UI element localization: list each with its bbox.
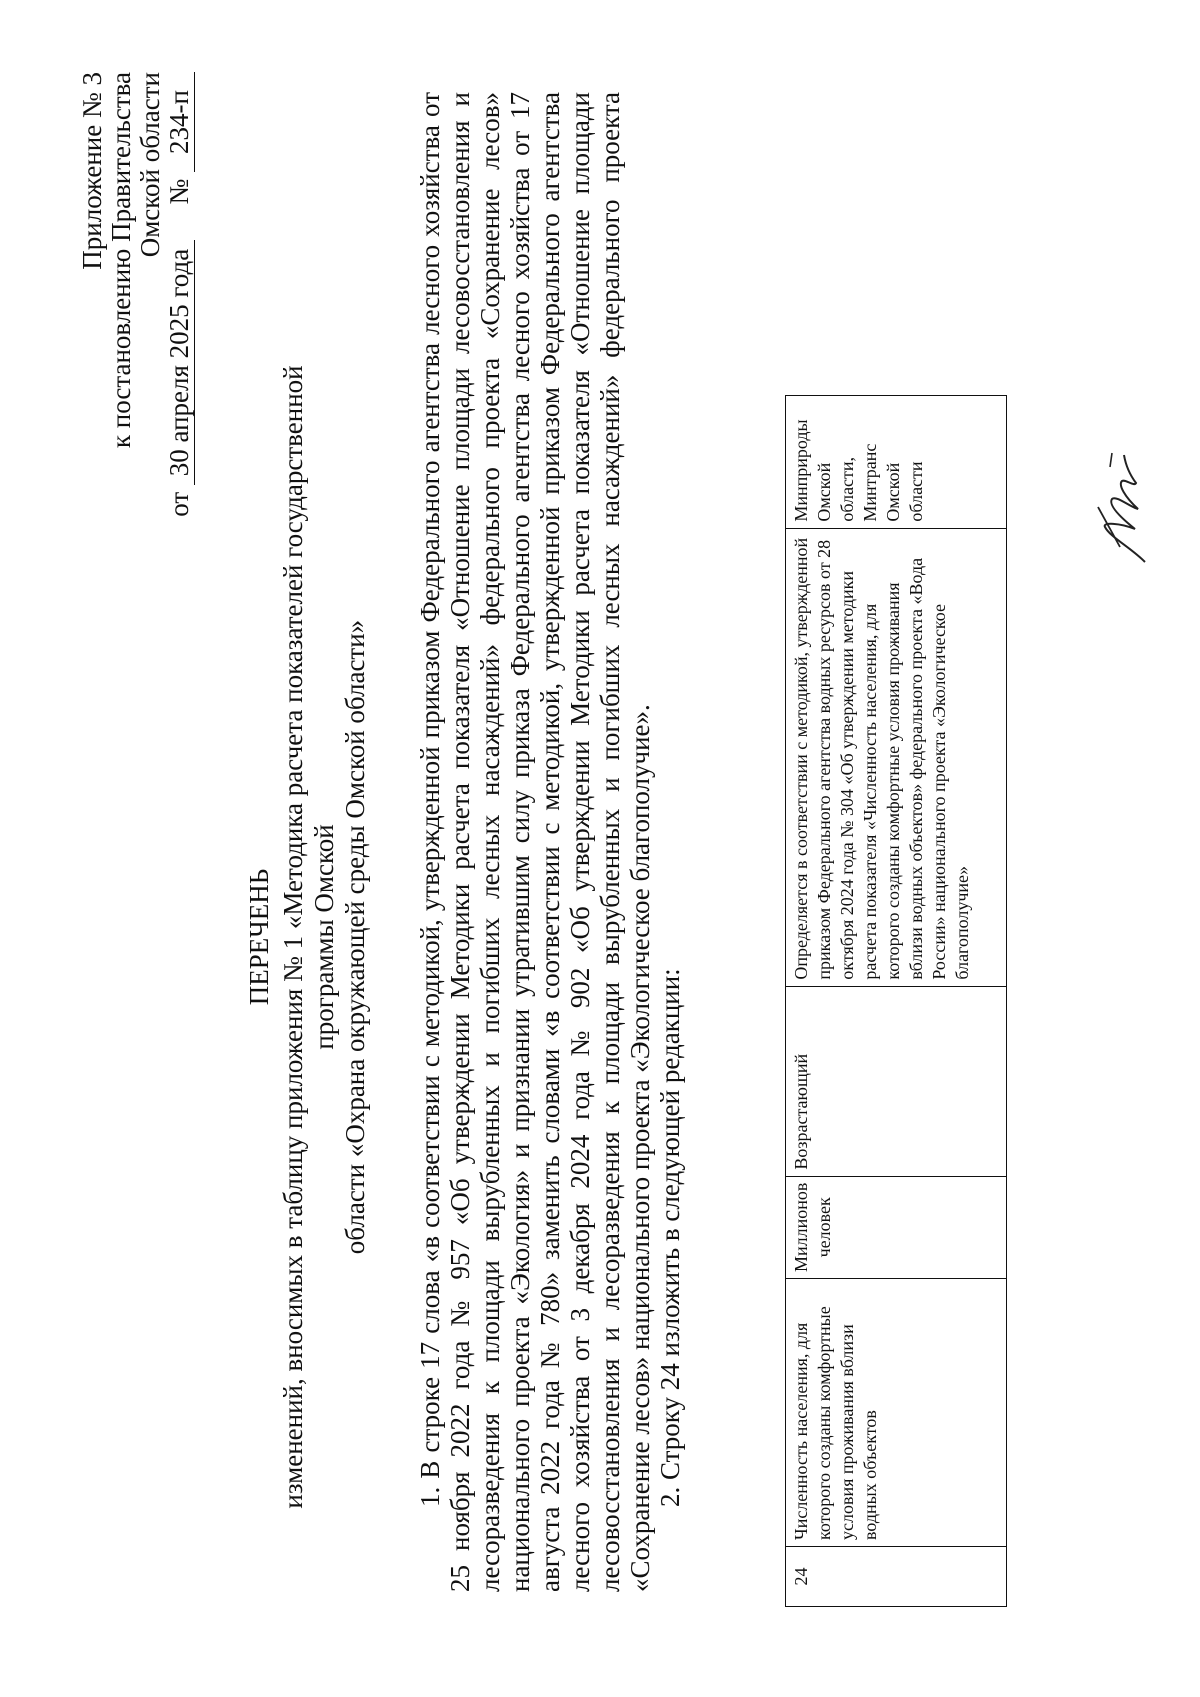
appendix-header (78, 72, 195, 542)
handwritten-signature (1090, 447, 1160, 567)
paragraph-2: 2. Строку 24 изложить в следующей редакции: (655, 968, 685, 1507)
appendix-reference: к постановлению Правительства Омской области (106, 72, 165, 449)
appendix-number: Приложение № 3 (77, 72, 107, 270)
cell-direction: Возрастающий (786, 986, 1007, 1176)
document-subtitle (278, 337, 371, 1537)
cell-unit: Миллионов человек (786, 1176, 1007, 1278)
subtitle-line-1: изменений, вносимых в таблицу приложения № 1 «Методика расчета показателей государственной программы Омской (278, 365, 339, 1509)
table-row (786, 395, 1007, 1606)
subtitle-line-2: области «Охрана окружающей среды Омской области» (340, 619, 370, 1255)
from-label: от (164, 491, 194, 517)
appendix-date-line (165, 72, 195, 542)
document-body (415, 92, 685, 1592)
cell-responsible: Минприроды Омской области, Минтранс Омской области (786, 395, 1007, 528)
cell-indicator-name: Численность населения, для которого созданы комфортные условия проживания вблизи водных объектов (786, 1279, 1007, 1547)
decree-date: 30 апреля 2025 года (165, 240, 195, 485)
indicator-table (785, 395, 1007, 1607)
cell-row-number: 24 (786, 1547, 1007, 1607)
decree-number: 234-п (165, 72, 195, 172)
document-title: ПЕРЕЧЕНЬ (244, 868, 274, 1006)
cell-method: Определяется в соответствии с методикой, утвержденной приказом Федерального агентства водных ресурсов от 28 октября 2024 года № 304 «Об утверждении методики расчета показателя «Численность населения, для которого созданы комфортные условия проживания вблизи водных объектов» федерального проекта «Вода России» национального проекта «Экологическое благополучие» (786, 528, 1007, 986)
paragraph-1: 1. В строке 17 слова «в соответствии с методикой, утвержденной приказом Федерального агентства лесного хозяйства от 25 ноября 2022 года № 957 «Об утверждении Методики расчета показателя «Отношение площади лесовосстановления и лесоразведения к площади вырубленных и погибших лесных насаждений» федерального проекта «Сохранение лесов» национального проекта «Экология» и признании утратившим силу приказа Федерального агентства лесного хозяйства от 17 августа 2022 года № 780» заменить словами «в соответствии с методикой, утвержденной приказом Федерального агентства лесного хозяйства от 3 декабря 2024 года № 902 «Об утверждении Методики расчета показателя «Отношение площади лесовосстановления и лесоразведения к площади вырубленных и погибших лесных насаждений» федерального проекта «Сохранение лесов» национального проекта «Экологическое благополучие». (415, 92, 655, 1592)
number-label: № (164, 178, 194, 205)
